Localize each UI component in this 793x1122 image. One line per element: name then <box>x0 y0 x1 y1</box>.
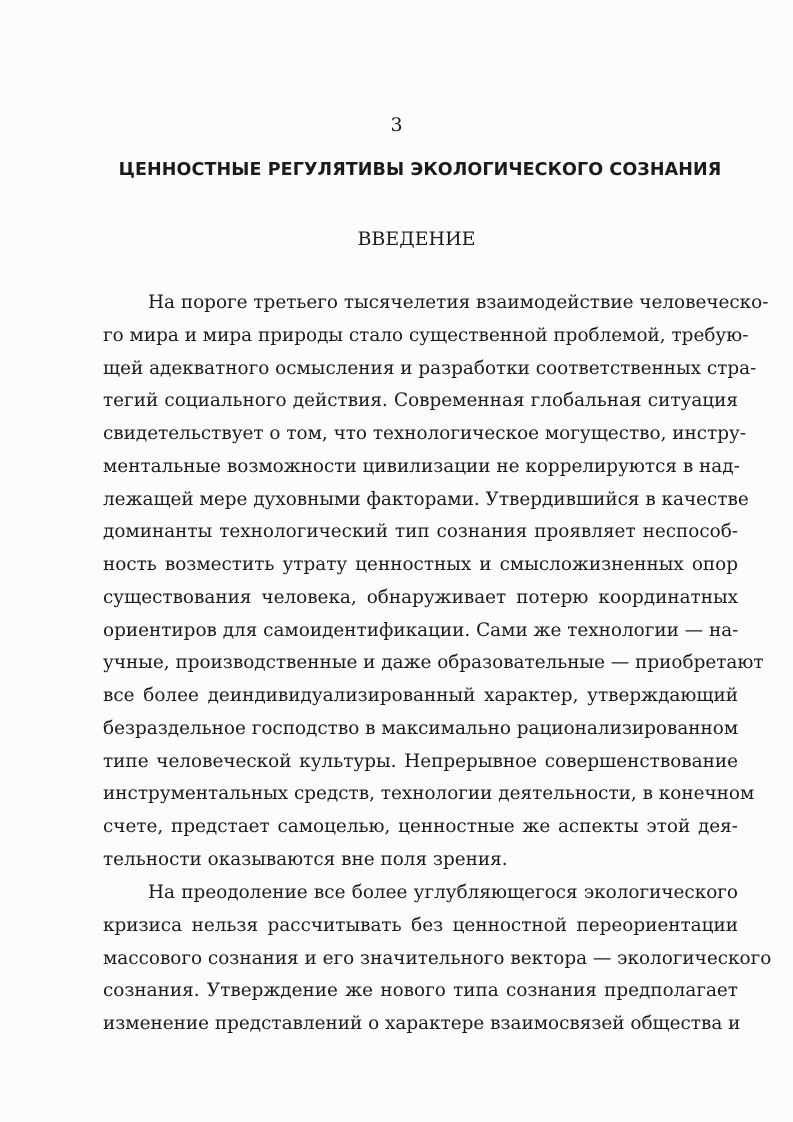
text-line: го мира и мира природы стало существенной проблемой, требую- <box>103 324 749 346</box>
text-line: изменение представлений о характере взаимосвязей общества и <box>103 1013 741 1034</box>
paragraph-2 <box>103 877 772 1041</box>
text-line: инструментальных средств, технологии деятельности, в конечном <box>103 783 755 805</box>
text-line: На пороге третьего тысячелетия взаимодействие человеческо- <box>148 292 769 313</box>
text-line: доминанты технологический тип сознания проявляет неспособ- <box>103 521 738 543</box>
text-line: существования человека, обнаруживает потерю координатных <box>103 586 738 608</box>
text-line: щей адекватного осмысления и разработки соответственных стра- <box>103 357 757 379</box>
text-line: ментальные возможности цивилизации не коррелируются в над- <box>103 455 740 477</box>
section-heading: ВВЕДЕНИЕ <box>357 228 476 250</box>
text-line: тельности оказываются вне поля зрения. <box>103 848 508 870</box>
paragraph-1 <box>103 287 769 877</box>
text-line: На преодоление все более углубляющегося экологического <box>148 882 738 903</box>
document-title: ЦЕННОСТНЫЕ РЕГУЛЯТИВЫ ЭКОЛОГИЧЕСКОГО СОЗНАНИЯ <box>118 160 722 180</box>
text-line: ориентиров для самоидентификации. Сами же технологии — на- <box>103 619 739 641</box>
text-line: счете, предстает самоцелью, ценностные же аспекты этой дея- <box>103 816 738 837</box>
text-line: безраздельное господство в максимально рационализированном <box>103 717 739 739</box>
text-line: все более деиндивидуализированный характер, утверждающий <box>103 685 738 706</box>
text-line: лежащей мере духовными факторами. Утвердившийся в качестве <box>103 488 749 510</box>
text-line: ность возместить утрату ценностных и смысложизненных опор <box>103 554 738 575</box>
text-line: тегий социального действия. Современная глобальная ситуация <box>103 390 738 412</box>
text-line: типе человеческой культуры. Непрерывное совершенствование <box>103 750 738 772</box>
text-line: учные, производственные и даже образовательные — приобретают <box>103 652 764 674</box>
text-line: массового сознания и его значительного вектора — экологического <box>103 947 772 969</box>
text-line: сознания. Утверждение же нового типа сознания предполагает <box>103 980 738 1002</box>
text-line: кризиса нельзя рассчитывать без ценностной переориентации <box>103 914 738 936</box>
page-number: 3 <box>390 114 403 136</box>
text-line: свидетельствует о том, что технологическое могущество, инстру- <box>103 423 747 444</box>
